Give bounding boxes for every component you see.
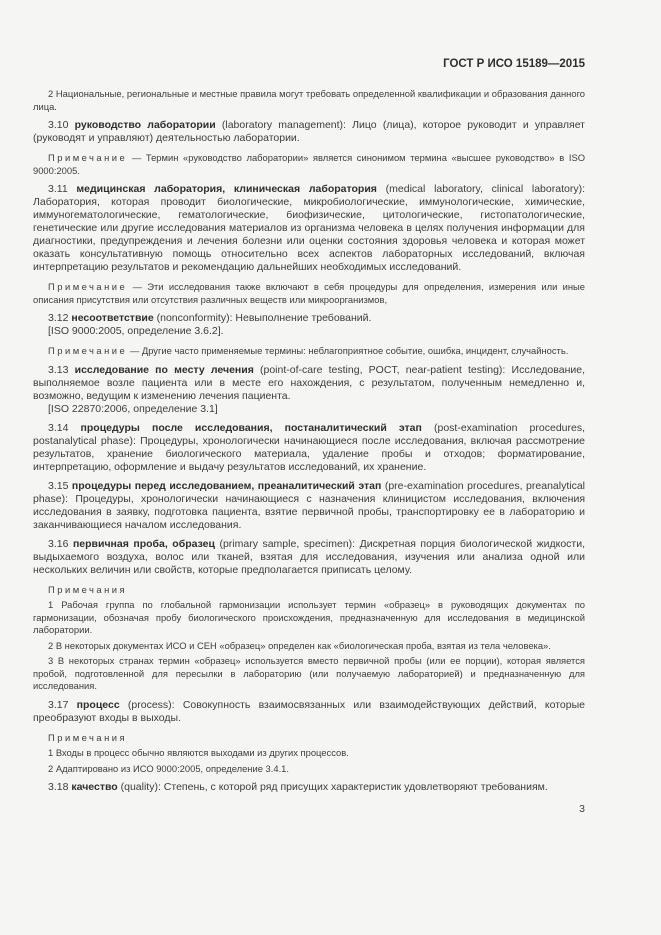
term-name: процедуры перед исследованием, преаналитический этап	[71, 479, 382, 492]
notes-heading	[33, 732, 585, 745]
note-label: Примечания	[48, 583, 128, 595]
note-label: Примечания	[48, 731, 128, 743]
source-reference-line: [ISO 9000:2005, определение 3.6.2].	[48, 325, 224, 337]
definition-text: (quality): Степень, с которой ряд присущих характеристик удовлетворяют требованиям.	[117, 781, 548, 793]
continued-note-paragraph: 2 Национальные, региональные и местные правила могут требовать определенной квалификации и образования данного лица.	[33, 88, 585, 112]
term-name: качество	[71, 781, 118, 793]
document-body	[33, 88, 585, 794]
definition-paragraph	[33, 119, 585, 145]
definition-text: (point-of-care testing, POCT, near-patient testing): Исследование, выполняемое возле пациента или в месте его нахождения, с результатом, полученным немедленно и, возможно, ведущим к изменению лечения пациента.	[33, 363, 585, 402]
note-label: Примечание	[48, 281, 128, 292]
term-name: процедуры после исследования, постаналитический этап	[80, 421, 422, 434]
term-name: первичная проба, образец	[72, 537, 215, 550]
definition-text: (primary sample, specimen): Дискретная порция биологической жидкости, выдыхаемого воздуха, волос или тканей, взятая для исследования, изучения или анализа одной или нескольких величин или свойств, которые предполагается приписать целому.	[33, 537, 586, 576]
definition-paragraph	[33, 538, 585, 577]
definition-text: 3.10	[48, 119, 75, 131]
note-paragraph: Примечание — Другие часто применяемые термины: неблагоприятное событие, ошибка, инцидент, случайность.	[48, 345, 569, 356]
definition-text: 3.17	[48, 698, 77, 711]
note-label: Примечание	[48, 152, 128, 163]
term-name: несоответствие	[71, 312, 154, 324]
note-item-paragraph: 2 В некоторых документах ИСО и СЕН «образец» определен как «биологическая проба, взятая из тела человека».	[48, 639, 551, 651]
definition-paragraph	[33, 422, 585, 474]
definition-paragraph	[33, 781, 585, 794]
definition-text: 3.14	[48, 421, 81, 434]
note-item-paragraph: 2 Адаптировано из ИСО 9000:2005, определение 3.4.1.	[48, 762, 289, 774]
definition-text: (laboratory management): Лицо (лица), которое руководит и управляет (руководят и управляют) деятельностью лаборатории.	[33, 119, 585, 144]
term-name: руководство лаборатории	[74, 119, 216, 131]
note-paragraph: Примечание — Эти исследования также включают в себя процедуры для определения, измерения или иные описания присутствия или отсутствия различных веществ или микроорганизмов,	[33, 281, 585, 305]
definition-paragraph	[33, 183, 585, 274]
term-name: исследование по месту лечения	[74, 363, 254, 376]
definition-text: (nonconformity): Невыполнение требований.	[153, 312, 372, 324]
note-paragraph: Примечание — Термин «руководство лаборатории» является синонимом термина «высшее руководство» в ISO 9000:2005.	[33, 152, 585, 176]
source-reference-line: [ISO 22870:2006, определение 3.1]	[48, 402, 218, 415]
definition-text: 3.16	[48, 537, 73, 550]
definition-paragraph	[33, 312, 585, 325]
definition-text: 3.11	[48, 183, 77, 195]
page-number: 3	[579, 803, 585, 815]
definition-paragraph	[33, 480, 585, 532]
note-item-paragraph: 3 В некоторых странах термин «образец» используется вместо первичной пробы (или ее порции), которая является пробой, подготовленной для пересылки в лабораторию (или получаемую лабораторией) и предназначенную для исследования.	[33, 655, 585, 691]
note-item-paragraph: 1 Рабочая группа по глобальной гармонизации использует термин «образец» в руководящих документах по гармонизации, обозначая пробу биологического происхождения, предназначенную для исследования в медицинской лаборатории.	[33, 599, 585, 635]
document-header-title: ГОСТ Р ИСО 15189—2015	[443, 58, 585, 70]
definition-text: 3.12	[48, 312, 72, 324]
notes-heading	[33, 584, 585, 597]
definition-text: (medical laboratory, clinical laboratory): Лаборатория, которая проводит биологические, микробиологические, иммунологические, химические, иммуногематологические, гематологические, биофизические, цитологические, гистопатологические, генетические или другие исследования материалов из организма человека в целях получения информации для диагностики, предупреждения и лечения болезни или оценки состояния здоровья человека и которая может оказать консультативную помощь относительно всех аспектов лабораторных исследований, включая интерпретацию результатов и рекомендацию дальнейших необходимых исследований.	[33, 183, 585, 273]
definition-text: 3.13	[48, 363, 75, 376]
definition-text: (process): Совокупность взаимосвязанных или взаимодействующих действий, которые преобразуют входы в выходы.	[33, 698, 585, 724]
definition-text: (pre-examination procedures, preanalytical phase): Процедуры, хронологически начинающиеся с назначения клиницистом исследования, включения исследования в заявку, подготовка пациента, взятие первичной пробы, транспортировку ее в лабораторию и заканчивающиеся началом исследования.	[33, 479, 585, 531]
definition-text: (post-examination procedures, postanalytical phase): Процедуры, хронологически начинающиеся после исследования, включая рассмотрение результатов, хранение биологического материала, удаление пробы и отходов; форматирование, интерпретацию, оформление и выдачу результатов исследований, их хранение.	[33, 421, 585, 473]
definition-text: 3.18	[48, 781, 72, 793]
note-label: Примечание	[48, 345, 128, 356]
definition-text: 3.15	[48, 479, 72, 492]
term-name: медицинская лаборатория, клиническая лаборатория	[76, 183, 377, 195]
definition-paragraph	[33, 699, 585, 725]
definition-paragraph	[33, 364, 585, 403]
term-name: процесс	[76, 698, 120, 711]
note-item-paragraph: 1 Входы в процесс обычно являются выходами из других процессов.	[48, 747, 349, 758]
